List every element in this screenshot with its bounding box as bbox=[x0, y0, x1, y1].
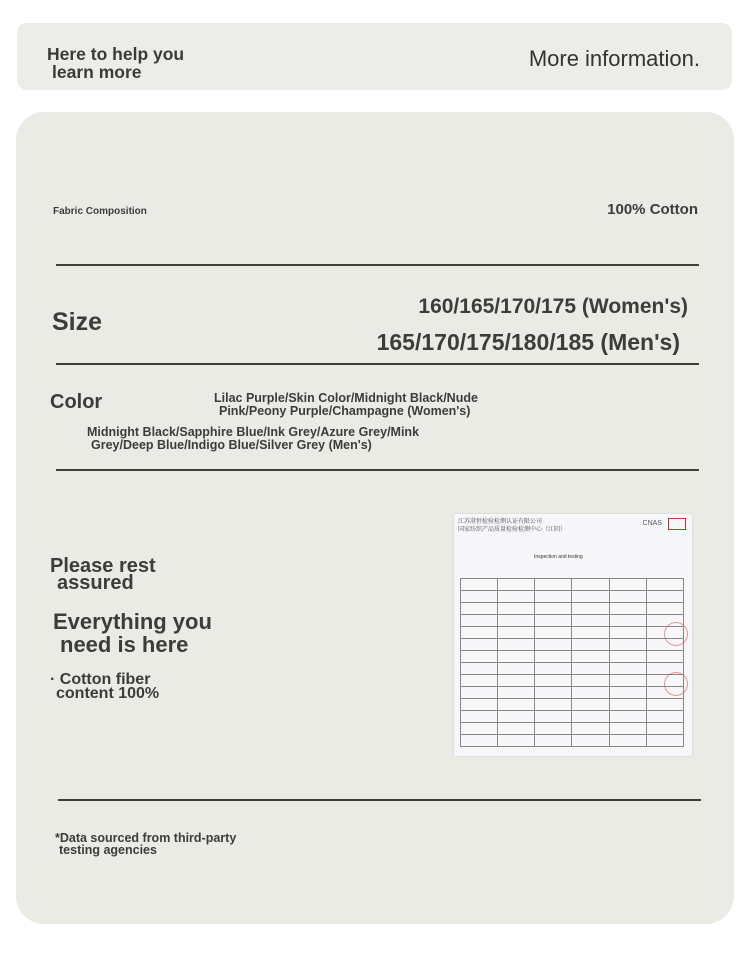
size-label: Size bbox=[52, 308, 103, 336]
divider bbox=[56, 363, 699, 365]
cma-logo-icon bbox=[668, 518, 686, 530]
note-line1: *Data sourced from third-party bbox=[55, 831, 237, 845]
size-women: 160/165/170/175 (Women's) bbox=[418, 295, 688, 318]
info-header bbox=[17, 23, 732, 90]
fabric-composition-value: 100% Cotton bbox=[607, 201, 698, 218]
report-title: Inspection and testing bbox=[534, 554, 583, 560]
help-text bbox=[47, 45, 184, 81]
color-men-line2: Grey/Deep Blue/Indigo Blue/Silver Grey (Men's) bbox=[91, 438, 372, 452]
data-source-note bbox=[55, 832, 236, 856]
everything-line1: Everything you bbox=[53, 609, 212, 634]
red-stamp-icon bbox=[664, 672, 688, 696]
fabric-composition-label: Fabric Composition bbox=[53, 206, 147, 217]
report-org-line2: 国家纺织产品质量检验检测中心（江阴） bbox=[458, 527, 567, 533]
divider bbox=[56, 264, 699, 266]
fiber-line1: · Cotton fiber bbox=[50, 671, 151, 688]
color-label: Color bbox=[50, 391, 103, 413]
color-men-line1: Midnight Black/Sapphire Blue/Ink Grey/Azure Grey/Mink bbox=[87, 425, 420, 439]
rest-assured-text bbox=[50, 555, 156, 594]
test-report-image bbox=[454, 514, 692, 756]
cotton-fiber-text bbox=[50, 673, 159, 701]
product-spec-card bbox=[16, 112, 734, 924]
color-women bbox=[214, 392, 478, 418]
help-text-line1: Here to help you bbox=[47, 44, 185, 64]
report-org-line1: 江苏澄恒检验检测认证有限公司 bbox=[458, 519, 543, 525]
everything-line2: need is here bbox=[60, 632, 189, 657]
report-org bbox=[458, 518, 566, 534]
rest-line2: assured bbox=[57, 572, 134, 594]
size-men: 165/170/175/180/185 (Men's) bbox=[376, 329, 680, 355]
everything-text bbox=[53, 610, 212, 656]
more-information-title: More information. bbox=[528, 46, 700, 71]
rest-line1: Please rest bbox=[50, 555, 156, 577]
help-text-line2: learn more bbox=[52, 62, 142, 82]
note-line2: testing agencies bbox=[59, 843, 157, 857]
divider bbox=[56, 469, 699, 471]
divider bbox=[58, 799, 701, 801]
color-women-line2: Pink/Peony Purple/Champagne (Women's) bbox=[219, 404, 471, 418]
color-women-line1: Lilac Purple/Skin Color/Midnight Black/Nude bbox=[214, 391, 478, 405]
cnas-logo: CNAS bbox=[642, 520, 662, 527]
red-stamp-icon bbox=[664, 622, 688, 646]
color-men bbox=[87, 426, 419, 452]
report-table bbox=[460, 578, 684, 747]
fiber-line2: content 100% bbox=[56, 685, 160, 702]
